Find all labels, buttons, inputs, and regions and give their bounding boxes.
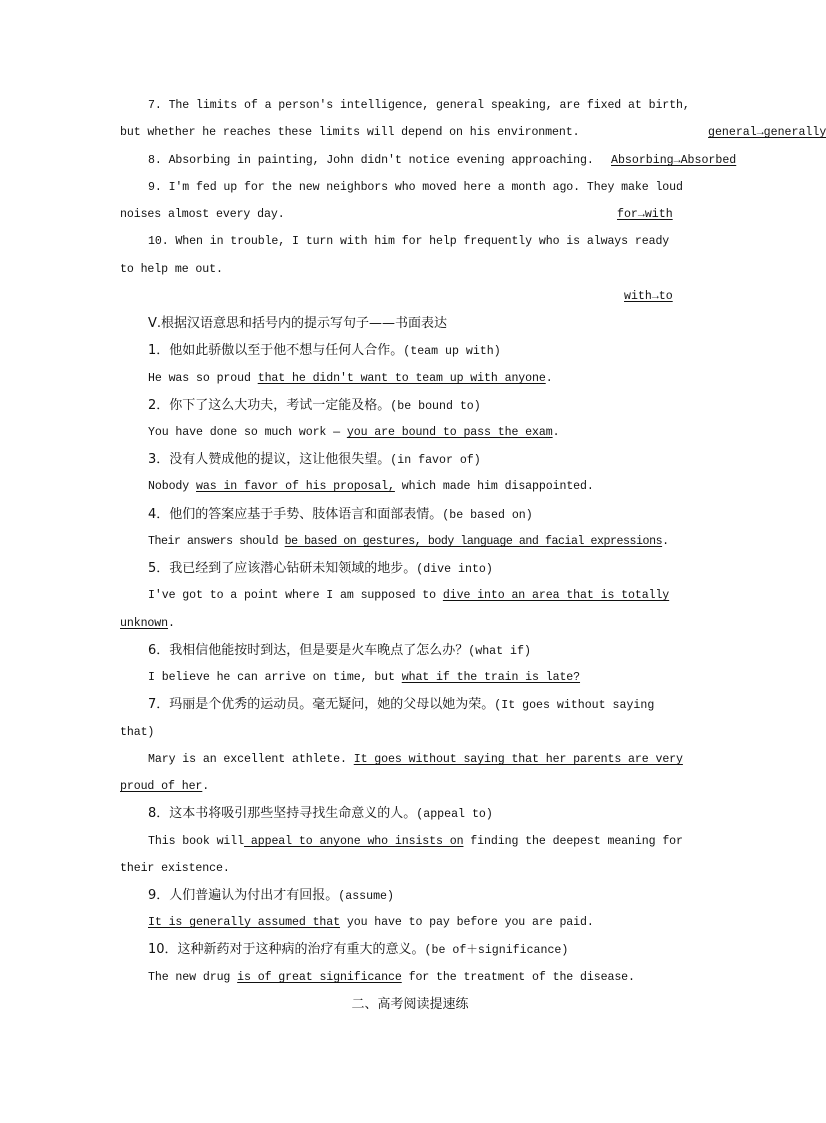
item-6-answer: I believe he can arrive on time, but what if the train is late? <box>148 671 581 684</box>
item-8-answer-line1: This book will appeal to anyone who insists on finding the deepest meaning for <box>148 835 683 848</box>
item-9-answer: It is generally assumed that you have to pay before you are paid. <box>148 916 594 929</box>
item-5-prompt: 5．我已经到了应该潜心钻研未知领域的地步。(dive into) <box>148 561 493 576</box>
item-2-prompt: 2．你下了这么大功夫，考试一定能及格。(be bound to) <box>148 398 481 413</box>
error-7-line2: but whether he reaches these limits will depend on his environment. <box>120 126 580 139</box>
item-9-prompt: 9．人们普遍认为付出才有回报。(assume) <box>148 888 394 903</box>
section-title: Ⅴ.根据汉语意思和括号内的提示写句子——书面表达 <box>148 316 448 331</box>
error-10-fix: with→to <box>624 290 673 303</box>
item-7-answer-line2: proud of her. <box>120 780 210 793</box>
error-10-line1: 10. When in trouble, I turn with him for help frequently who is always ready <box>148 235 670 248</box>
item-4-prompt: 4．他们的答案应基于手势、肢体语言和面部表情。(be based on) <box>148 507 533 522</box>
item-10-answer: The new drug is of great significance for the treatment of the disease. <box>148 971 635 984</box>
item-6-prompt: 6．我相信他能按时到达，但是要是火车晚点了怎么办？(what if) <box>148 643 531 658</box>
error-10-line2: to help me out. <box>120 263 223 276</box>
item-1-prompt: 1．他如此骄傲以至于他不想与任何人合作。(team up with) <box>148 343 501 358</box>
error-9-line2: noises almost every day. <box>120 208 285 221</box>
item-3-prompt: 3．没有人赞成他的提议，这让他很失望。(in favor of) <box>148 452 481 467</box>
error-9-line1: 9. I'm fed up for the new neighbors who moved here a month ago. They make loud <box>148 181 683 194</box>
error-9-fix: for→with <box>617 208 673 221</box>
next-section-heading: 二、高考阅读提速练 <box>351 997 469 1012</box>
error-8-fix: Absorbing→Absorbed <box>611 154 737 167</box>
item-7-prompt: 7．玛丽是个优秀的运动员。毫无疑问，她的父母以她为荣。(It goes without saying <box>148 697 655 712</box>
item-3-answer: Nobody was in favor of his proposal, which made him disappointed. <box>148 480 594 493</box>
item-1-answer: He was so proud that he didn't want to team up with anyone. <box>148 372 553 385</box>
item-7-answer-line1: Mary is an excellent athlete. It goes without saying that her parents are very <box>148 753 683 766</box>
error-7-line1: 7. The limits of a person's intelligence, general speaking, are fixed at birth, <box>148 99 690 112</box>
item-5-answer-line2: unknown. <box>120 617 175 630</box>
item-7-prompt-line2: that) <box>120 726 155 739</box>
item-8-prompt: 8．这本书将吸引那些坚持寻找生命意义的人。(appeal to) <box>148 806 493 821</box>
item-10-prompt: 10．这种新药对于这种病的治疗有重大的意义。(be of＋significance) <box>148 942 569 957</box>
error-7-fix: general→generally <box>708 126 826 139</box>
error-8-line1: 8. Absorbing in painting, John didn't notice evening approaching. <box>148 154 594 167</box>
item-8-answer-line2: their existence. <box>120 862 230 875</box>
item-2-answer: You have done so much work — you are bound to pass the exam. <box>148 426 560 439</box>
item-4-answer: Their answers should be based on gestures, body language and facial expressions. <box>148 535 669 548</box>
item-5-answer-line1: I've got to a point where I am supposed to dive into an area that is totally <box>148 589 670 602</box>
